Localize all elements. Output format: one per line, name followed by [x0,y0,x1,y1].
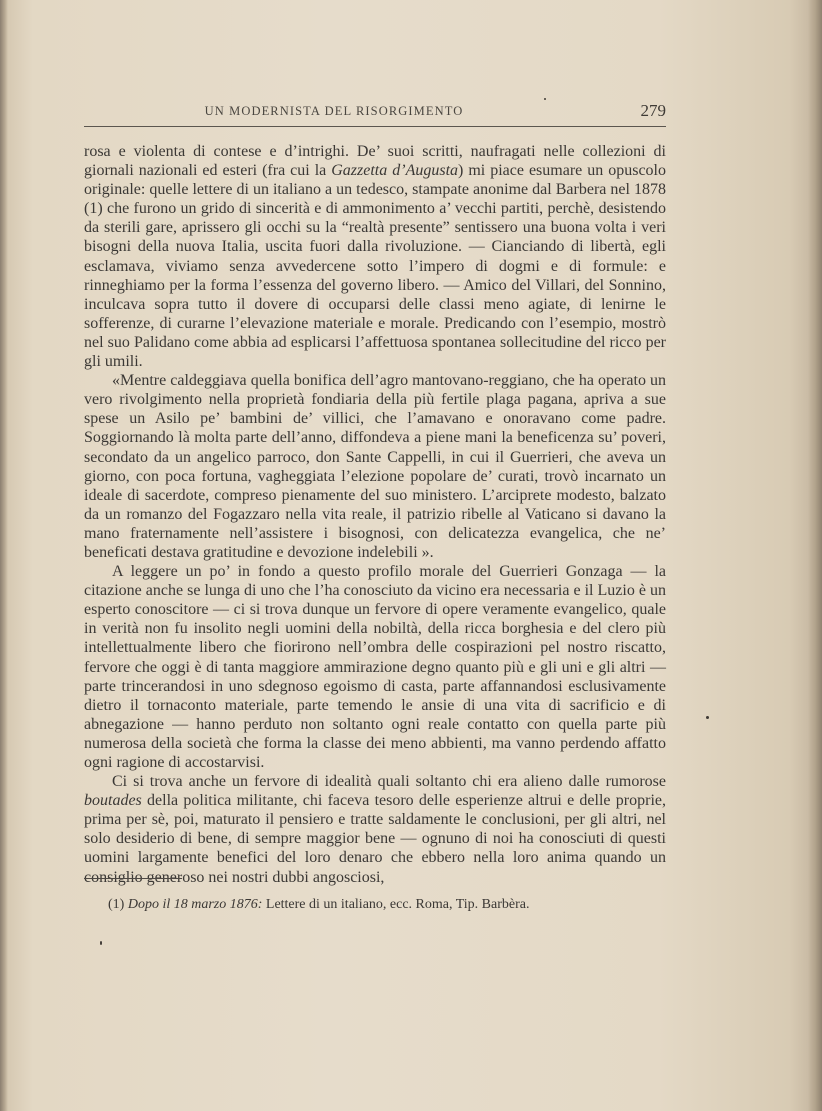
paragraph [84,371,666,562]
running-title: UN MODERNISTA DEL RISORGIMENTO [204,104,464,118]
text-run: ) mi piace esumare un opuscolo originale: quelle lettere di un italiano a un tedesco, stampate anonime dal Barbera nel 1878 (1) che furono un grido di sincerità e di ammonimento a’ vecchi partiti, perchè, desistendo da sterili gare, aprissero gli occhi su la “realtà presente” sentissero una buona volta i veri bisogni della nuova Italia, uscita fuori dalla rivoluzione. — Cianciando di libertà, egli esclamava, viviamo senza avvedercene sotto l’impero di dogmi e di formule: e rinneghiamo per la forma l’essenza del governo libero. — Amico del Villari, del Sonnino, inculcava sopra tutto il dovere di occuparsi delle classi meno agiate, di lenirne le sofferenze, di curarne l’elevazione materiale e morale. Predicando con l’esempio, mostrò nel suo Palidano come abbia ad esplicarsi l’affettuosa spontanea sollecitudine del ricco per gli umili. [84,162,666,371]
running-head [84,101,666,124]
footnote [108,897,668,913]
page-number: 279 [640,101,666,120]
footnote-number: (1) [108,897,125,912]
footnote-title: Dopo il 18 marzo 1876: [127,897,263,912]
paragraph [84,142,666,371]
ink-speck [544,98,546,100]
ink-speck [706,716,709,719]
text-run: A leggere un po’ in fondo a questo profilo morale del Guerrieri Gonzaga — la citazione anche se lunga di uno che l’ha conosciuto da vicino era necessaria e il Luzio è un esperto conoscitore — ci si trova dunque un fervore di opere veramente evangelico, quale in verità non fu insolito negli uomini della nobiltà, della ricca borghesia e del clero più intellettualmente libero che fiorirono nell’ombra delle cospirazioni pel nostro riscatto, fervore che oggi è di tanta maggiore ammirazione degno quanto più e gli uni e gli altri — parte trincerandosi in uno sdegnoso egoismo di casta, parte affannandosi esclusivamente dietro il tornaconto materiale, parte temendo le ansie di una vita di sacrificio e di abnegazione — hanno perduto non soltanto ogni reale contatto con quella parte più numerosa della società che forma la classe dei meno abbienti, ma vanno perdendo affatto ogni ragione di accostarvisi. [84,563,666,771]
text-run: rosa e violenta di contese e d’intrighi. De’ suoi scritti, naufragati nelle collezioni di giornali nazionali ed esteri (fra cui la [84,143,666,180]
paragraph [84,562,666,772]
italic-text: boutades [84,792,142,810]
text-run: «Mentre caldeggiava quella bonifica dell’agro mantovano-reggiano, che ha operato un vero rivolgimento nella proprietà fondiaria della più fertile plaga pagana, apriva a sue spese un Asilo pe’ bambini de’ villici, che l’amavano e onoravano come padre. Soggiornando là molta parte dell’anno, diffondeva a piene mani la beneficenza su’ poveri, secondato da un angelico parroco, don Sante Cappelli, in cui il Guerrieri, che aveva un giorno, con poca fortuna, vagheggiata l’elezione popolare de’ curati, trovò incarnato un ideale di sacerdote, compreso pienamente del suo ministero. L’arciprete modesto, balzato da un romanzo del Fogazzaro nella vita reale, il patrizio ribelle al Vaticano si davano la mano fraternamente nell’assistere i bisognosi, con delicatezza evangelica, che ne’ beneficati destava gratitudine e devozione indelebili ». [84,372,666,561]
body-text [84,142,666,887]
text-run: della politica militante, chi faceva tesoro delle esperienze altrui e delle proprie, prima per sè, poi, maturato il pensiero e tratte saldamente le conclusioni, per gli altri, nel solo desiderio di bene, di sempre maggior bene — ognuno di noi ha conosciuti di questi uomini largamente benefici del loro denaro che ebbero nella loro anima quando un consiglio generoso nei nostri dubbi angosciosi, [84,792,666,886]
paragraph [84,772,666,887]
ink-speck [100,941,102,945]
italic-text: Gazzetta d’Augusta [331,162,459,180]
footnote-rule [84,878,182,879]
header-rule [84,126,666,127]
text-run: Ci si trova anche un fervore di idealità quali soltanto chi era alieno dalle rumorose [112,773,666,791]
page-right-edge-shadow [808,0,822,1111]
footnote-text: Lettere di un italiano, ecc. Roma, Tip. Barbèra. [262,897,530,912]
page-left-edge-shadow [0,0,8,1111]
